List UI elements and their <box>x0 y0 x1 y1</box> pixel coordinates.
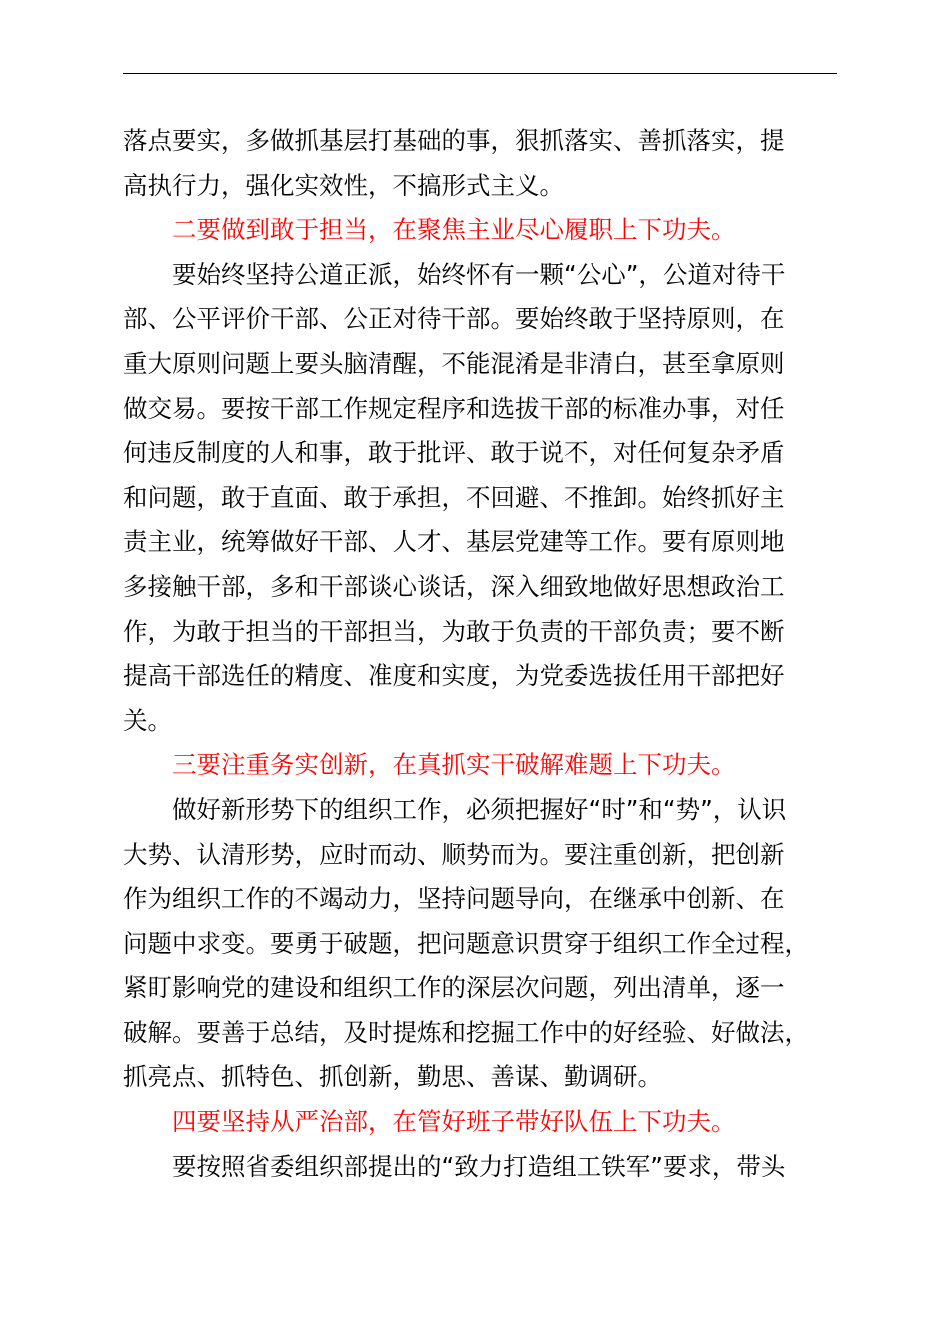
body-line: 要始终坚持公道正派，始终怀有一颗“公心”，公道对待干 <box>172 259 786 289</box>
body-line: 作为组织工作的不竭动力，坚持问题导向，在继承中创新、在 <box>123 884 785 914</box>
body-line: 作，为敢于担当的干部担当，为敢于负责的干部负责；要不断 <box>123 616 785 646</box>
body-line: 抓亮点、抓特色、抓创新，勤思、善谋、勤调研。 <box>123 1062 662 1092</box>
body-line: 做好新形势下的组织工作，必须把握好“时”和“势”，认识 <box>172 794 787 824</box>
body-line: 紧盯影响党的建设和组织工作的深层次问题，列出清单，逐一 <box>123 973 785 1003</box>
body-line: 责主业，统筹做好干部、人才、基层党建等工作。要有原则地 <box>123 527 785 557</box>
header-rule <box>123 73 837 74</box>
body-line: 要按照省委组织部提出的“致力打造组工铁军”要求，带头 <box>172 1151 786 1181</box>
document-body <box>123 119 837 1189</box>
body-line: 多接触干部，多和干部谈心谈话，深入细致地做好思想政治工 <box>123 571 785 601</box>
body-line: 部、公平评价干部、公正对待干部。要始终敢于坚持原则，在 <box>123 304 785 334</box>
body-line: 高执行力，强化实效性，不搞形式主义。 <box>123 170 564 200</box>
section-heading-4: 四要坚持从严治部，在管好班子带好队伍上下功夫。 <box>172 1107 736 1137</box>
body-line: 落点要实，多做抓基层打基础的事，狠抓落实、善抓落实，提 <box>123 126 785 155</box>
body-line: 关。 <box>123 705 172 735</box>
body-line: 重大原则问题上要头脑清醒，不能混淆是非清白，甚至拿原则 <box>123 348 785 378</box>
body-line: 做交易。要按干部工作规定程序和选拔干部的标准办事，对任 <box>123 393 785 423</box>
body-line: 破解。要善于总结，及时提炼和挖掘工作中的好经验、好做法， <box>123 1017 809 1047</box>
body-line: 问题中求变。要勇于破题，把问题意识贯穿于组织工作全过程， <box>123 928 809 958</box>
body-line: 提高干部选任的精度、准度和实度，为党委选拔任用干部把好 <box>123 661 785 691</box>
body-line: 和问题，敢于直面、敢于承担，不回避、不推卸。始终抓好主 <box>123 482 785 512</box>
body-line: 何违反制度的人和事，敢于批评、敢于说不，对任何复杂矛盾 <box>123 438 785 468</box>
section-heading-2: 二要做到敢于担当，在聚焦主业尽心履职上下功夫。 <box>172 215 736 245</box>
body-line: 大势、认清形势，应时而动、顺势而为。要注重创新，把创新 <box>123 839 785 869</box>
section-heading-3: 三要注重务实创新，在真抓实干破解难题上下功夫。 <box>172 750 736 780</box>
